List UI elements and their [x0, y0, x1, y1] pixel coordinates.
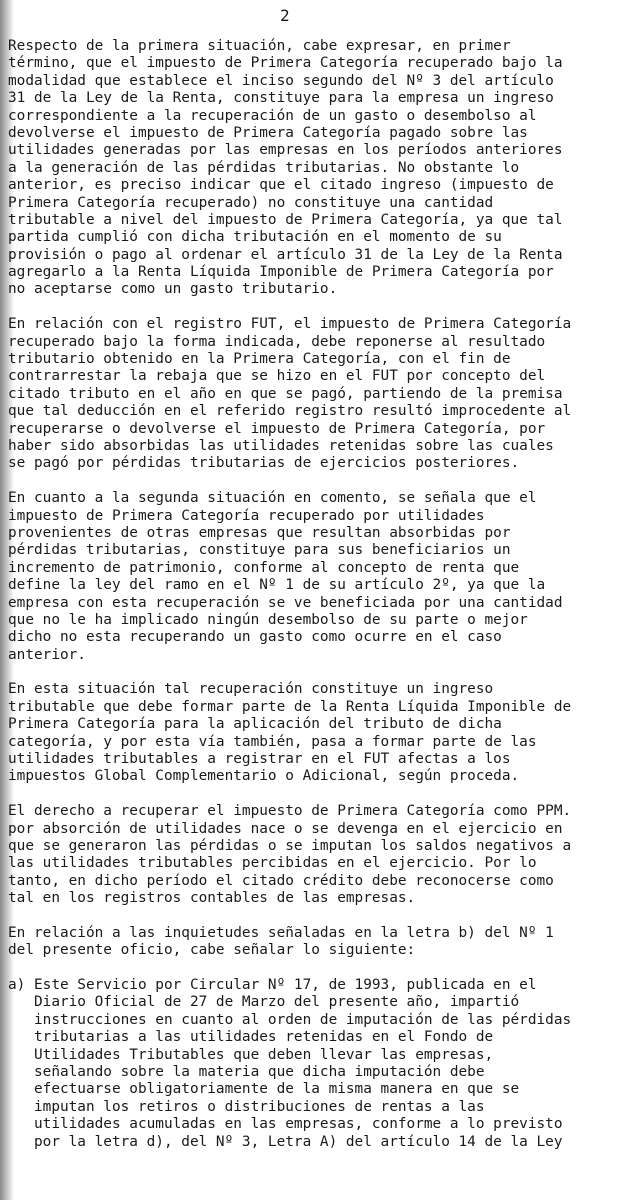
text-line: Diario Oficial de 27 de Marzo del presente año, impartió: [8, 994, 520, 1011]
text-line: a) Este Servicio por Circular Nº 17, de 1993, publicada en el: [8, 977, 537, 994]
text-line: utilidades acumuladas en las empresas, conforme a lo previsto: [8, 1116, 563, 1133]
text-line: imputan los retiros o distribuciones de rentas a las: [8, 1098, 485, 1115]
document-body: [8, 38, 608, 1151]
text-line: del presente oficio, cabe señalar lo siguiente:: [8, 942, 416, 959]
text-line: En cuanto a la segunda situación en comento, se señala que el: [8, 490, 537, 507]
text-line: haber sido absorbidas las utilidades retenidas sobre las cuales: [8, 437, 554, 454]
text-line: que tal deducción en el referido registro resultó improcedente al: [8, 403, 572, 420]
text-line: correspondiente a la recuperación de un gasto o desembolso al: [8, 107, 537, 124]
paragraph-1: [8, 38, 608, 299]
paragraph-4: [8, 681, 608, 785]
paragraph-3: [8, 490, 608, 664]
text-line: por absorción de utilidades nace o se devenga en el ejercicio en: [8, 820, 563, 837]
text-line: En relación con el registro FUT, el impuesto de Primera Categoría: [8, 316, 572, 333]
text-line: tal en los registros contables de las empresas.: [8, 890, 416, 907]
text-line: Respecto de la primera situación, cabe expresar, en primer: [8, 38, 511, 54]
text-line: provisión o pago al ordenar el artículo 31 de la Ley de la Renta: [8, 246, 563, 263]
text-line: recuperado bajo la forma indicada, debe reponerse al resultado: [8, 333, 546, 350]
text-line: utilidades generadas por las empresas en los períodos anteriores: [8, 142, 563, 159]
text-line: tributarias a las utilidades retenidas en el Fondo de: [8, 1029, 494, 1046]
text-line: provenientes de otras empresas que resultan absorbidas por: [8, 524, 511, 541]
page-number: 2: [280, 6, 291, 25]
text-line: En esta situación tal recuperación constituye un ingreso: [8, 681, 494, 698]
text-line: tributable a nivel del impuesto de Primera Categoría, ya que tal: [8, 211, 563, 228]
text-line: impuesto de Primera Categoría recuperado por utilidades: [8, 507, 485, 524]
text-line: citado tributo en el año en que se pagó, partiendo de la premisa: [8, 385, 563, 402]
text-line: por la letra d), del Nº 3, Letra A) del artículo 14 de la Ley: [8, 1133, 563, 1150]
paragraph-5: [8, 803, 608, 907]
text-line: que se generaron las pérdidas o se imputan los saldos negativos a: [8, 837, 572, 854]
text-line: término, que el impuesto de Primera Categoría recuperado bajo la: [8, 55, 563, 72]
text-line: En relación a las inquietudes señaladas en la letra b) del Nº 1: [8, 924, 554, 941]
text-line: contrarrestar la rebaja que se hizo en el FUT por concepto del: [8, 368, 546, 385]
text-line: las utilidades tributables percibidas en el ejercicio. Por lo: [8, 855, 537, 872]
text-line: tributario obtenido en la Primera Categoría, con el fin de: [8, 351, 511, 368]
text-line: recuperarse o devolverse el impuesto de Primera Categoría, por: [8, 420, 546, 437]
text-line: anterior.: [8, 646, 86, 663]
text-line: devolverse el impuesto de Primera Categoría pagado sobre las: [8, 124, 528, 141]
text-line: 31 de la Ley de la Renta, constituye para la empresa un ingreso: [8, 90, 554, 107]
text-line: agregarlo a la Renta Líquida Imponible de Primera Categoría por: [8, 264, 554, 281]
text-line: impuestos Global Complementario o Adicional, según proceda.: [8, 768, 520, 785]
text-line: Primera Categoría para la aplicación del tributo de dicha: [8, 716, 502, 733]
text-line: tributable que debe formar parte de la Renta Líquida Imponible de: [8, 698, 572, 715]
text-line: Utilidades Tributables que deben llevar las empresas,: [8, 1046, 494, 1063]
text-line: instrucciones en cuanto al orden de imputación de las pérdidas: [8, 1011, 572, 1028]
text-line: dicho no esta recuperando un gasto como ocurre en el caso: [8, 629, 502, 646]
text-line: no aceptarse como un gasto tributario.: [8, 281, 338, 298]
text-line: modalidad que establece el inciso segundo del Nº 3 del artículo: [8, 72, 554, 89]
text-line: partida cumplió con dicha tributación en el momento de su: [8, 229, 502, 246]
text-line: pérdidas tributarias, constituye para sus beneficiarios un: [8, 542, 511, 559]
text-line: empresa con esta recuperación se ve beneficiada por una cantidad: [8, 594, 563, 611]
paragraph-2: [8, 316, 608, 473]
text-line: El derecho a recuperar el impuesto de Primera Categoría como PPM.: [8, 803, 572, 820]
paragraph-7-list-item-a: [8, 977, 608, 1151]
text-line: que no le ha implicado ningún desembolso de su parte o mejor: [8, 611, 528, 628]
text-line: efectuarse obligatoriamente de la misma manera en que se: [8, 1081, 520, 1098]
text-line: categoría, y por esta vía también, pasa a formar parte de las: [8, 733, 537, 750]
text-line: se pagó por pérdidas tributarias de ejercicios posteriores.: [8, 455, 520, 472]
text-line: tanto, en dicho período el citado crédito debe reconocerse como: [8, 872, 554, 889]
text-line: a la generación de las pérdidas tributarias. No obstante lo: [8, 159, 520, 176]
text-line: define la ley del ramo en el Nº 1 de su artículo 2º, ya que la: [8, 577, 546, 594]
text-line: señalando sobre la materia que dicha imputación debe: [8, 1064, 485, 1081]
text-line: Primera Categoría recuperado) no constituye una cantidad: [8, 194, 494, 211]
text-line: anterior, es preciso indicar que el citado ingreso (impuesto de: [8, 177, 554, 194]
text-line: utilidades tributables a registrar en el FUT afectas a los: [8, 751, 511, 768]
text-line: incremento de patrimonio, conforme al concepto de renta que: [8, 559, 520, 576]
paragraph-6: [8, 925, 608, 960]
